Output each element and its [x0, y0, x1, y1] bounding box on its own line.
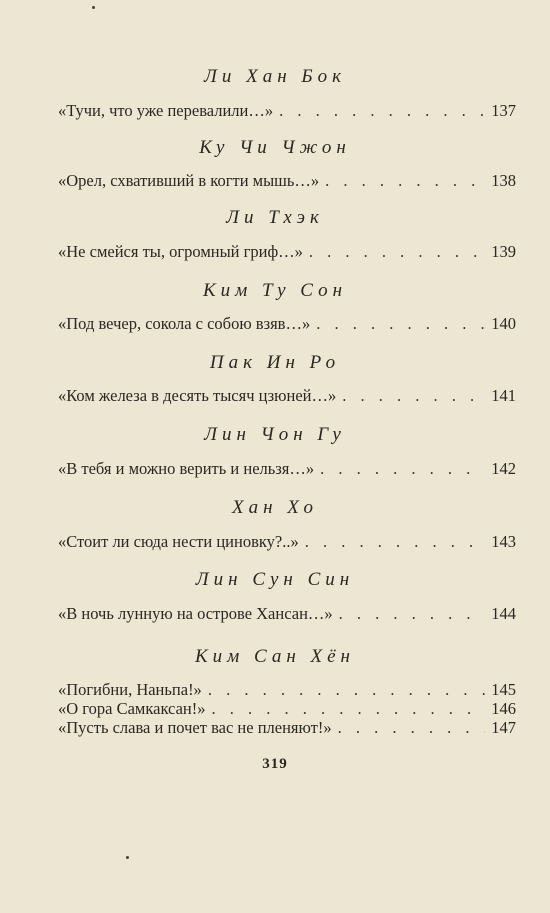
toc-entry — [58, 532, 516, 552]
page-number: 319 — [262, 756, 288, 772]
toc-entry — [58, 699, 516, 719]
toc-entry — [58, 718, 516, 738]
toc-entry — [58, 101, 516, 121]
entry-page-number: 140 — [491, 314, 516, 333]
entry-title: «О гора Самкаксан!» — [58, 699, 206, 718]
dot-leader — [305, 532, 486, 552]
entry-title: «Погибни, Наньпа!» — [58, 680, 202, 699]
entry-title: «В тебя и можно верить и нельзя…» — [58, 459, 315, 478]
entry-title: «Пусть слава и почет вас не пленяют!» — [58, 718, 332, 737]
toc-entry — [58, 242, 516, 262]
author-heading: Ким Сан Хён — [195, 646, 355, 667]
entry-title: «Под вечер, сокола с собою взяв…» — [58, 314, 311, 333]
author-heading: Ку Чи Чжон — [199, 137, 351, 158]
entry-page-number: 145 — [491, 680, 516, 699]
toc-entry — [58, 680, 516, 700]
author-heading: Хан Хо — [231, 497, 318, 518]
dot-leader — [212, 699, 486, 719]
author-heading: Ли Хан Бок — [204, 66, 346, 87]
dot-leader — [325, 171, 485, 191]
dot-leader — [339, 604, 486, 624]
dot-leader — [342, 386, 485, 406]
entry-page-number: 146 — [491, 699, 516, 718]
dot-leader — [320, 459, 485, 479]
entry-page-number: 141 — [491, 386, 516, 405]
entry-page-number: 137 — [491, 101, 516, 120]
entry-title: «Орел, схвативший в когти мышь…» — [58, 171, 320, 190]
toc-entry — [58, 314, 516, 334]
print-speck — [92, 6, 95, 9]
entry-page-number: 142 — [491, 459, 516, 478]
entry-page-number: 139 — [491, 242, 516, 261]
dot-leader — [338, 718, 486, 738]
toc-entry — [58, 171, 516, 191]
dot-leader — [208, 680, 485, 700]
entry-title: «Ком железа в десять тысяч цзюней…» — [58, 386, 337, 405]
toc-entry — [58, 386, 516, 406]
entry-page-number: 143 — [491, 532, 516, 551]
dot-leader — [316, 314, 485, 334]
entry-title: «Не смейся ты, огромный гриф…» — [58, 242, 303, 261]
author-heading: Ли Тхэк — [226, 207, 324, 228]
dot-leader — [309, 242, 485, 262]
entry-title: «Стоит ли сюда нести циновку?..» — [58, 532, 299, 551]
toc-entry — [58, 604, 516, 624]
entry-page-number: 144 — [491, 604, 516, 623]
author-heading: Пак Ин Ро — [209, 352, 341, 373]
entry-title: «В ночь лунную на острове Хансан…» — [58, 604, 333, 623]
entry-page-number: 147 — [491, 718, 516, 737]
print-speck — [126, 856, 129, 859]
author-heading: Ким Ту Сон — [202, 280, 348, 301]
entry-title: «Тучи, что уже перевалили…» — [58, 101, 274, 120]
author-heading: Лин Чон Гу — [204, 424, 346, 445]
entry-page-number: 138 — [491, 171, 516, 190]
toc-entry — [58, 459, 516, 479]
author-heading: Лин Сун Син — [195, 569, 355, 590]
dot-leader — [279, 101, 485, 121]
